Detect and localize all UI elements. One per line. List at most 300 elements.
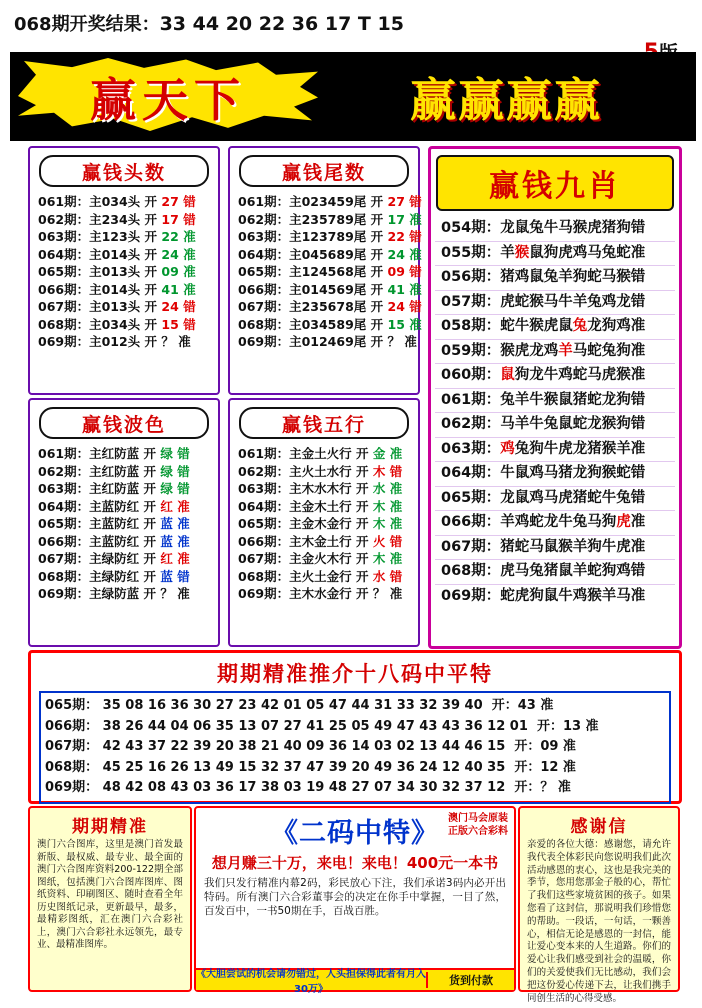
row-open-label: 开 bbox=[355, 463, 369, 479]
code-row bbox=[45, 696, 665, 717]
panel-five-elements-title: 赢钱五行 bbox=[239, 407, 408, 439]
row-prediction: 主火土金行 bbox=[289, 568, 352, 584]
code-row-period: 067期： bbox=[45, 739, 99, 754]
row-result: 错 bbox=[183, 194, 196, 209]
row-period: 066期： bbox=[238, 533, 290, 549]
zodiac-row bbox=[435, 560, 675, 585]
panel-bottom-mid-subtitle-line2: 正版六合彩料 bbox=[448, 826, 508, 837]
row-open-label: 开 bbox=[355, 446, 369, 461]
row-period: 069期： bbox=[38, 334, 90, 349]
zodiac-post: 狗龙牛鸡蛇马虎猴准 bbox=[514, 367, 646, 383]
row-prediction: 主012头 bbox=[89, 334, 141, 349]
code-row-period: 069期： bbox=[45, 780, 99, 795]
panel-eighteen-codes-title: 期期精准推介十八码中平特 bbox=[216, 662, 493, 686]
row-result: 准 bbox=[409, 211, 422, 227]
row-prediction: 主045689尾 bbox=[289, 246, 367, 262]
zodiac-pre: 虎蛇猴马牛羊兔鸡龙错 bbox=[500, 293, 646, 310]
row-prediction: 主123头 bbox=[89, 229, 141, 244]
row-open-label: 开 bbox=[355, 533, 369, 549]
row-prediction: 主金土火行 bbox=[289, 446, 352, 461]
prediction-row bbox=[38, 246, 212, 264]
row-result: 准 bbox=[178, 334, 191, 349]
row-result: 准 bbox=[183, 264, 196, 279]
row-open-value: 27 bbox=[387, 194, 405, 209]
zodiac-row bbox=[435, 266, 675, 291]
row-prediction: 主014头 bbox=[89, 246, 141, 262]
code-row-codes: 38 26 44 04 06 35 13 07 27 41 25 05 49 47 43 43 36 12 01 bbox=[102, 718, 528, 734]
zodiac-pre: 牛鼠鸡马猪龙狗猴蛇错 bbox=[500, 465, 646, 481]
row-open-label: 开 bbox=[370, 194, 384, 209]
zodiac-row bbox=[435, 462, 675, 487]
code-row-open: 开：13 准 bbox=[536, 718, 599, 734]
zodiac-period: 057期： bbox=[441, 293, 501, 310]
row-result: 准 bbox=[177, 516, 190, 531]
prediction-row bbox=[238, 550, 412, 568]
row-open-value: ？ bbox=[387, 334, 401, 349]
zodiac-highlight: 羊 bbox=[558, 342, 573, 359]
row-prediction: 主木水木行 bbox=[289, 481, 352, 496]
row-result: 错 bbox=[389, 568, 403, 584]
row-period: 064期： bbox=[38, 498, 90, 514]
row-period: 069期： bbox=[238, 334, 290, 349]
prediction-row bbox=[38, 281, 212, 299]
zodiac-row bbox=[435, 536, 675, 561]
row-open-value: 蓝 bbox=[160, 568, 173, 584]
prediction-row bbox=[38, 445, 212, 463]
row-open-value: 绿 bbox=[160, 446, 173, 461]
prediction-row bbox=[38, 211, 212, 229]
row-open-label: 开 bbox=[370, 264, 384, 279]
row-result: 准 bbox=[409, 246, 422, 262]
row-open-label: 开 bbox=[144, 316, 158, 332]
row-open-value: 41 bbox=[161, 281, 179, 297]
panel-bottom-mid-title: 《二码中特》 bbox=[271, 818, 439, 849]
zodiac-pre: 羊 bbox=[500, 244, 515, 261]
zodiac-period: 063期： bbox=[441, 440, 501, 457]
row-open-value: 木 bbox=[372, 498, 386, 514]
panel-five-elements-rows bbox=[230, 443, 418, 607]
row-prediction: 主金火木行 bbox=[289, 551, 352, 566]
row-open-value: 火 bbox=[372, 533, 386, 549]
zodiac-post: 兔狗牛虎龙猪猴羊准 bbox=[514, 440, 646, 457]
prediction-row bbox=[238, 515, 412, 533]
row-period: 069期： bbox=[238, 586, 290, 601]
zodiac-post: 错 bbox=[630, 220, 646, 236]
zodiac-row bbox=[435, 242, 675, 267]
row-period: 063期： bbox=[238, 229, 290, 244]
row-period: 068期： bbox=[38, 316, 90, 332]
panel-bottom-mid bbox=[194, 806, 516, 995]
banner-right-text: 赢赢赢赢 bbox=[410, 72, 602, 127]
prediction-row bbox=[238, 263, 422, 281]
panel-eighteen-codes bbox=[28, 650, 682, 804]
row-open-value: 红 bbox=[160, 551, 173, 566]
row-open-label: 开 bbox=[355, 481, 369, 496]
row-open-value: 17 bbox=[161, 211, 179, 227]
row-open-label: 开 bbox=[143, 533, 156, 549]
row-open-value: 24 bbox=[387, 246, 405, 262]
row-period: 068期： bbox=[238, 568, 290, 584]
row-result: 准 bbox=[183, 229, 196, 244]
row-result: 准 bbox=[389, 498, 403, 514]
row-period: 064期： bbox=[238, 246, 290, 262]
row-period: 062期： bbox=[38, 463, 90, 479]
prediction-row bbox=[38, 533, 212, 551]
code-row-open: 开：43 准 bbox=[491, 698, 554, 713]
row-open-label: 开 bbox=[144, 229, 158, 244]
row-period: 066期： bbox=[38, 533, 90, 549]
row-prediction: 主012469尾 bbox=[289, 334, 367, 349]
panel-bottom-mid-footer bbox=[196, 968, 514, 995]
zodiac-row bbox=[435, 413, 675, 438]
row-result: 错 bbox=[389, 463, 403, 479]
zodiac-pre: 虎马兔猪鼠羊蛇狗鸡错 bbox=[500, 563, 646, 579]
prediction-row bbox=[38, 333, 212, 351]
row-open-label: 开 bbox=[143, 446, 156, 461]
zodiac-post: 鼠狗虎鸡马兔蛇准 bbox=[529, 244, 646, 261]
row-result: 错 bbox=[409, 229, 422, 244]
row-result: 准 bbox=[183, 281, 196, 297]
row-open-value: 木 bbox=[372, 516, 386, 531]
panel-bottom-mid-subtitle bbox=[448, 812, 508, 838]
row-open-label: 开 bbox=[370, 316, 384, 332]
zodiac-period: 062期： bbox=[441, 416, 501, 432]
row-prediction: 主红防蓝 bbox=[89, 481, 140, 496]
zodiac-row bbox=[435, 511, 675, 536]
row-result: 准 bbox=[409, 281, 422, 297]
row-prediction: 主013头 bbox=[89, 264, 141, 279]
row-open-label: 开 bbox=[355, 498, 369, 514]
zodiac-pre: 兔羊牛猴鼠猪蛇龙狗错 bbox=[500, 391, 646, 408]
prediction-row bbox=[38, 515, 212, 533]
row-prediction: 主014头 bbox=[89, 281, 141, 297]
zodiac-highlight: 鸡 bbox=[500, 440, 515, 457]
row-prediction: 主火土水行 bbox=[289, 463, 352, 479]
prediction-row bbox=[238, 585, 412, 603]
prediction-row bbox=[238, 316, 422, 334]
panel-tail-numbers-rows bbox=[230, 191, 422, 355]
row-open-label: 开 bbox=[143, 463, 156, 479]
zodiac-period: 068期： bbox=[441, 563, 501, 579]
row-open-value: 红 bbox=[160, 498, 173, 514]
row-period: 067期： bbox=[38, 551, 90, 566]
code-row bbox=[45, 758, 665, 779]
row-result: 准 bbox=[389, 516, 403, 531]
row-open-label: 开 bbox=[144, 334, 158, 349]
row-open-value: 09 bbox=[387, 264, 405, 279]
row-result: 错 bbox=[183, 316, 196, 332]
row-open-label: 开 bbox=[370, 211, 384, 227]
row-open-label: 开 bbox=[144, 194, 158, 209]
row-prediction: 主蓝防红 bbox=[89, 533, 140, 549]
zodiac-pre: 猪蛇马鼠猴羊狗牛虎准 bbox=[500, 538, 646, 555]
panel-wave-color-title: 赢钱波色 bbox=[39, 407, 208, 439]
row-period: 062期： bbox=[38, 211, 90, 227]
code-row-codes: 45 25 16 26 13 49 15 32 37 47 39 20 49 36 24 12 40 35 bbox=[102, 759, 506, 775]
code-row-period: 066期： bbox=[45, 718, 99, 734]
row-open-value: 金 bbox=[372, 446, 386, 461]
row-open-value: 蓝 bbox=[160, 516, 173, 531]
row-prediction: 主红防蓝 bbox=[89, 463, 140, 479]
prediction-row bbox=[238, 568, 412, 586]
row-prediction: 主蓝防红 bbox=[89, 498, 140, 514]
row-open-value: 绿 bbox=[160, 481, 173, 496]
code-row-open: 开：？ 准 bbox=[514, 780, 571, 795]
row-open-label: 开 bbox=[143, 481, 156, 496]
row-period: 064期： bbox=[238, 498, 290, 514]
row-open-label: 开 bbox=[370, 229, 384, 244]
panel-bottom-left bbox=[28, 806, 192, 992]
row-period: 065期： bbox=[38, 516, 90, 531]
row-open-value: 09 bbox=[161, 264, 179, 279]
zodiac-highlight: 虎 bbox=[616, 514, 631, 530]
row-period: 061期： bbox=[238, 194, 290, 209]
zodiac-period: 058期： bbox=[441, 318, 501, 334]
row-open-label: 开 bbox=[370, 281, 384, 297]
prediction-row bbox=[38, 316, 212, 334]
row-period: 064期： bbox=[38, 246, 90, 262]
prediction-row bbox=[238, 228, 422, 246]
zodiac-pre: 龙鼠鸡马虎猪蛇牛兔错 bbox=[500, 489, 646, 506]
row-open-label: 开 bbox=[144, 211, 158, 227]
prediction-row bbox=[238, 498, 412, 516]
draw-result-label: 068期开奖结果： bbox=[14, 14, 160, 35]
zodiac-highlight: 鼠 bbox=[500, 367, 515, 383]
row-open-label: 开 bbox=[143, 516, 156, 531]
panel-bottom-right bbox=[518, 806, 680, 1004]
row-open-label: 开 bbox=[144, 264, 158, 279]
panel-bottom-left-text: 澳门六合图库，这里是澳门首发最新版、最权威、最专业、最全面的澳门六合图库资料200-122期全部图纸，包括澳门六合图库图库、图纸资料、印刷图区、随时查看全年历史图纸记录，更新最早，最多，最精彩图纸，汇在澳门六合彩社上，澳门六合彩社永远领先，最专业、最精准图库。 bbox=[37, 839, 183, 950]
row-period: 067期： bbox=[38, 299, 90, 314]
prediction-row bbox=[238, 533, 412, 551]
prediction-row bbox=[38, 298, 212, 316]
row-open-label: 开 bbox=[355, 568, 369, 584]
panel-bottom-right-title: 感谢信 bbox=[570, 817, 628, 837]
row-prediction: 主013头 bbox=[89, 299, 141, 314]
code-row-codes: 42 43 37 22 39 20 38 21 40 09 36 14 03 02 13 44 46 15 bbox=[102, 739, 506, 754]
panel-tail-numbers-title: 赢钱尾数 bbox=[239, 155, 408, 187]
row-prediction: 主235678尾 bbox=[289, 299, 367, 314]
row-open-value: 水 bbox=[372, 481, 386, 496]
row-result: 错 bbox=[183, 299, 196, 314]
row-open-value: 15 bbox=[161, 316, 179, 332]
row-period: 062期： bbox=[238, 211, 290, 227]
zodiac-pre: 龙鼠兔牛马猴虎猪狗 bbox=[500, 220, 631, 236]
title-banner bbox=[10, 52, 696, 141]
row-prediction: 主绿防红 bbox=[89, 568, 140, 584]
banner-left-burst bbox=[18, 56, 318, 137]
row-prediction: 主木水金行 bbox=[289, 586, 352, 601]
prediction-row bbox=[38, 263, 212, 281]
row-open-value: 蓝 bbox=[160, 533, 173, 549]
row-result: 准 bbox=[183, 246, 196, 262]
prediction-row bbox=[38, 498, 212, 516]
panel-nine-zodiac-rows bbox=[431, 215, 679, 610]
zodiac-period: 059期： bbox=[441, 342, 501, 359]
code-row-period: 065期： bbox=[45, 698, 99, 713]
zodiac-row bbox=[435, 340, 675, 365]
prediction-row bbox=[38, 193, 212, 211]
row-result: 错 bbox=[183, 211, 196, 227]
row-open-label: 开 bbox=[144, 299, 158, 314]
panel-head-numbers-rows bbox=[30, 191, 218, 355]
row-open-value: 绿 bbox=[160, 463, 173, 479]
prediction-row bbox=[238, 480, 412, 498]
zodiac-row bbox=[435, 389, 675, 414]
row-prediction: 主234头 bbox=[89, 211, 141, 227]
row-result: 准 bbox=[409, 316, 422, 332]
row-result: 准 bbox=[389, 586, 403, 601]
row-open-value: 41 bbox=[387, 281, 405, 297]
panel-head-numbers-title: 赢钱头数 bbox=[39, 155, 208, 187]
row-open-value: 木 bbox=[372, 551, 386, 566]
row-prediction: 主红防蓝 bbox=[89, 446, 140, 461]
zodiac-period: 067期： bbox=[441, 538, 501, 555]
row-open-label: 开 bbox=[370, 246, 384, 262]
row-period: 069期： bbox=[38, 586, 90, 601]
row-prediction: 主023459尾 bbox=[289, 194, 367, 209]
row-prediction: 主金木金行 bbox=[289, 516, 352, 531]
row-period: 063期： bbox=[238, 481, 290, 496]
draw-result-numbers: 33 44 20 22 36 17 T 15 bbox=[159, 13, 404, 35]
row-result: 错 bbox=[177, 481, 190, 496]
prediction-row bbox=[238, 333, 417, 351]
prediction-row bbox=[38, 568, 212, 586]
code-row bbox=[45, 778, 665, 799]
zodiac-period: 054期： bbox=[441, 220, 501, 236]
row-prediction: 主金木土行 bbox=[289, 498, 352, 514]
zodiac-row bbox=[435, 364, 675, 389]
row-open-value: ？ bbox=[372, 586, 386, 601]
zodiac-period: 069期： bbox=[441, 587, 501, 604]
row-period: 066期： bbox=[238, 281, 290, 297]
zodiac-row bbox=[435, 487, 675, 512]
zodiac-period: 056期： bbox=[441, 269, 501, 285]
row-open-value: ？ bbox=[160, 586, 173, 601]
prediction-row bbox=[238, 463, 412, 481]
row-open-label: 开 bbox=[370, 299, 384, 314]
zodiac-pre: 马羊牛兔鼠蛇龙猴狗错 bbox=[500, 416, 646, 432]
zodiac-pre: 猴虎龙鸡 bbox=[500, 342, 559, 359]
row-period: 068期： bbox=[38, 568, 90, 584]
row-open-value: 15 bbox=[387, 316, 405, 332]
row-prediction: 主绿防蓝 bbox=[89, 586, 140, 601]
row-result: 准 bbox=[389, 481, 403, 496]
row-prediction: 主木金土行 bbox=[289, 533, 352, 549]
panel-bottom-left-title: 期期精准 bbox=[72, 817, 148, 837]
row-prediction: 主124568尾 bbox=[289, 264, 367, 279]
code-row bbox=[45, 737, 665, 758]
row-open-value: 27 bbox=[161, 194, 179, 209]
panel-nine-zodiac-title: 赢钱九肖 bbox=[489, 169, 621, 204]
prediction-row bbox=[38, 228, 212, 246]
code-row bbox=[45, 717, 665, 738]
panel-bottom-mid-subtitle-line1: 澳门马会原装 bbox=[448, 813, 508, 824]
row-open-value: 22 bbox=[161, 229, 179, 244]
code-row-period: 068期： bbox=[45, 759, 99, 775]
code-row-codes: 35 08 16 36 30 27 23 42 01 05 47 44 31 33 32 39 40 bbox=[102, 698, 483, 713]
row-open-value: 木 bbox=[372, 463, 386, 479]
row-result: 准 bbox=[177, 498, 190, 514]
row-open-value: ？ bbox=[161, 334, 174, 349]
row-open-label: 开 bbox=[355, 516, 369, 531]
row-prediction: 主235789尾 bbox=[289, 211, 367, 227]
row-open-value: 24 bbox=[387, 299, 405, 314]
code-row-open: 开：12 准 bbox=[514, 759, 576, 775]
zodiac-highlight: 猴 bbox=[514, 244, 530, 261]
zodiac-period: 066期： bbox=[441, 514, 501, 530]
row-period: 061期： bbox=[38, 446, 90, 461]
row-result: 错 bbox=[409, 194, 422, 209]
panel-bottom-mid-note: 《大胆尝试的机会请勿错过，人头担保得此者有月入30万》 bbox=[196, 969, 426, 995]
panel-bottom-right-text: 亲爱的各位大德：感谢您，请允许我代表全体彩民向您说明我们此次活动感恩的衷心，这也是我完美的季节，您用您那金子般的心，帮忙了我们这些家境贫困的孩子。如果您看了这封信，那说明我们珍惜您的帮助。一段话，一句话，一颗善心，相信无论是感恩的一封信，能让爱心变本来的人生道路。你们的爱心让我们感受到社会的温暖，你们的关爱使我们无比感动，我们会把这份爱心传递下去，让我们携手同创生活的心得受感。 bbox=[527, 839, 671, 1004]
row-prediction: 主014569尾 bbox=[289, 281, 367, 297]
row-open-label: 开 bbox=[143, 551, 156, 566]
prediction-row bbox=[238, 246, 422, 264]
row-open-label: 开 bbox=[143, 568, 156, 584]
row-period: 063期： bbox=[38, 229, 90, 244]
zodiac-row bbox=[435, 315, 675, 340]
row-prediction: 主蓝防红 bbox=[89, 516, 140, 531]
code-row-open: 开：09 准 bbox=[514, 739, 576, 754]
prediction-row bbox=[238, 298, 422, 316]
prediction-row bbox=[238, 211, 422, 229]
row-result: 准 bbox=[177, 533, 190, 549]
zodiac-period: 065期： bbox=[441, 489, 501, 506]
zodiac-period: 060期： bbox=[441, 367, 501, 383]
panel-five-elements bbox=[228, 398, 420, 647]
row-open-label: 开 bbox=[355, 586, 369, 601]
row-result: 准 bbox=[389, 551, 403, 566]
zodiac-row bbox=[435, 291, 675, 316]
row-result: 准 bbox=[177, 551, 190, 566]
row-period: 067期： bbox=[238, 299, 290, 314]
row-open-label: 开 bbox=[143, 586, 156, 601]
row-period: 066期： bbox=[38, 281, 90, 297]
zodiac-pre: 猪鸡鼠兔羊狗蛇马猴错 bbox=[500, 269, 646, 285]
row-result: 错 bbox=[177, 463, 190, 479]
row-period: 063期： bbox=[38, 481, 90, 496]
row-open-value: 24 bbox=[161, 246, 179, 262]
row-result: 错 bbox=[409, 264, 422, 279]
row-result: 准 bbox=[177, 586, 190, 601]
panel-bottom-mid-pay: 货到付款 bbox=[426, 972, 514, 988]
row-period: 065期： bbox=[38, 264, 90, 279]
banner-left-text: 赢天下 bbox=[90, 72, 246, 127]
row-prediction: 主034头 bbox=[89, 194, 141, 209]
row-period: 068期： bbox=[238, 316, 290, 332]
zodiac-post: 准 bbox=[630, 514, 646, 530]
zodiac-period: 055期： bbox=[441, 244, 501, 261]
row-period: 062期： bbox=[238, 463, 290, 479]
panel-wave-color bbox=[28, 398, 220, 647]
panel-bottom-mid-tagline: 想月赚三十万，来电！来电！400元一本书 bbox=[211, 854, 499, 872]
prediction-row bbox=[238, 281, 422, 299]
row-prediction: 主123789尾 bbox=[289, 229, 367, 244]
row-open-label: 开 bbox=[144, 246, 158, 262]
panel-head-numbers bbox=[28, 146, 220, 395]
row-open-value: 水 bbox=[372, 568, 386, 584]
row-period: 061期： bbox=[238, 446, 290, 461]
prediction-row bbox=[38, 550, 212, 568]
panel-nine-zodiac-header bbox=[436, 155, 674, 211]
row-result: 错 bbox=[177, 568, 190, 584]
row-period: 065期： bbox=[238, 264, 290, 279]
zodiac-period: 064期： bbox=[441, 465, 501, 481]
prediction-row bbox=[38, 463, 212, 481]
row-prediction: 主034头 bbox=[89, 316, 141, 332]
panel-eighteen-codes-rows bbox=[39, 691, 671, 804]
